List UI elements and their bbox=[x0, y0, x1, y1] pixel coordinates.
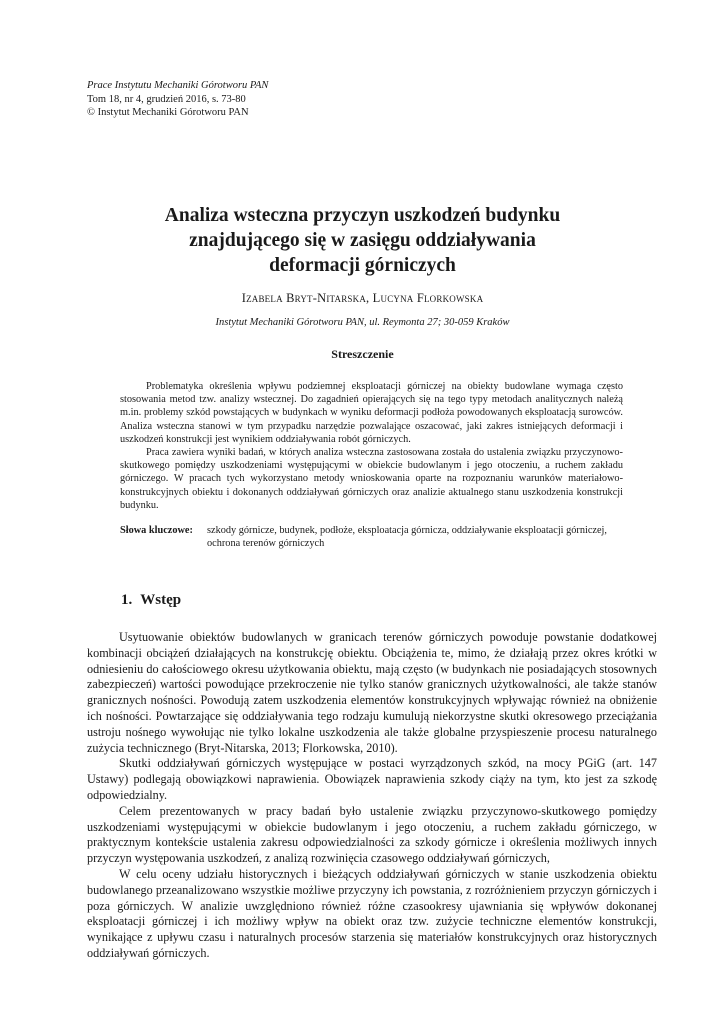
journal-copyright: © Instytut Mechaniki Górotworu PAN bbox=[87, 107, 249, 118]
body-paragraph: Celem prezentowanych w pracy badań było ustalenie związku przyczynowo-skutkowego pomiędzy uszkodzeniami występującymi w obiekcie budowlanym i jego otoczeniu, a ruchem zakładu górniczego, w praktycznym kontekście ustalenia zakresu odpowiedzialności za szkody górnicze i określenia możliwych innych przyczyn występowania uszkodzeń, z analizą rozwinięcia czasowego oddziaływań górniczych, bbox=[87, 803, 657, 866]
section-number: 1. bbox=[121, 592, 133, 608]
abstract bbox=[120, 380, 623, 512]
title-line: deformacji górniczych bbox=[269, 255, 456, 276]
title-line: Analiza wsteczna przyczyn uszkodzeń budynku bbox=[164, 205, 561, 226]
section-heading bbox=[121, 592, 181, 609]
keywords-text: szkody górnicze, budynek, podłoże, eksploatacja górnicza, oddziaływanie eksploatacji górniczej, ochrona terenów górniczych bbox=[207, 525, 607, 550]
body-paragraph: W celu oceny udziału historycznych i bieżących oddziaływań górniczych w stanie uszkodzenia obiektu budowlanego przeanalizowano wszystkie możliwe przyczyny ich powstania, z rozróżnieniem przyczyn górniczych i poza górniczych. W analizie uwzględniono również różne czasookresy ujawniania się wpływów dokonanej eksploatacji górniczej i ich możliwy wpływ na obiekt oraz tzw. zużycie techniczne elementów konstrukcji, wynikające z upływu czasu i naturalnych procesów starzenia się materiałów konstrukcyjnych oraz historycznych oddziaływań górniczych. bbox=[87, 866, 657, 960]
abstract-paragraph: Problematyka określenia wpływu podziemnej eksploatacji górniczej na obiekty budowlane wymaga często stosowania metod tzw. analizy wstecznej. Do zagadnień opierających się na tego typy metodach analitycznych należą m.in. problemy szkód powstających w budynkach w wyniku deformacji podłoża powodowanych eksploatacją surowców. Analiza wsteczna stanowi w tym przypadku narzędzie pozwalające oszacować, jaki zakres istniejących deformacji i uszkodzeń konstrukcji jest wynikiem oddziaływania robót górniczych. bbox=[120, 381, 623, 445]
abstract-heading: Streszczenie bbox=[331, 347, 394, 361]
keywords-label: Słowa kluczowe: bbox=[120, 525, 193, 536]
section-body bbox=[87, 630, 657, 962]
title-line: znajdującego się w zasięgu oddziaływania bbox=[189, 230, 536, 251]
journal-title: Prace Instytutu Mechaniki Górotworu PAN bbox=[87, 80, 269, 91]
article-title bbox=[80, 203, 645, 278]
body-paragraph: Usytuowanie obiektów budowlanych w granicach terenów górniczych powoduje powstanie dodatkowej kombinacji obciążeń działających na konstrukcję obiektu. Obciążenia te, mimo, że działają przez okres krótki w odniesieniu do całościowego okresu użytkowania obiektu, mają często (w budynkach nie posiadających stosownych zabezpieczeń) wartości powodujące przekroczenie nie tylko stanów granicznych użytkowalności, ale także stanów granicznych nośności. Powodują zatem uszkodzenia elementów konstrukcyjnych wpływając również na obniżenie ich nośności. Powtarzające się oddziaływania tego rodzaju kumulują niekorzystne skutki okresowego przeciążania ustroju nośnego wywołując nie tylko lokalne uszkodzenia ale także globalne przyspieszenie procesu naturalnego zużycia technicznego (Bryt-Nitarska, 2013; Florkowska, 2010). bbox=[87, 630, 657, 755]
keywords bbox=[120, 524, 623, 550]
body-paragraph: Skutki oddziaływań górniczych występujące w postaci wyrządzonych szkód, na mocy PGiG (art. 147 Ustawy) podlegają obowiązkowi naprawienia. Obowiązek naprawienia szkody ciąży na tym, kto jest za szkodę odpowiedzialny. bbox=[87, 756, 657, 802]
section-title: Wstęp bbox=[140, 592, 182, 608]
abstract-paragraph: Praca zawiera wyniki badań, w których analiza wsteczna zastosowana została do ustalenia związku przyczynowo-skutkowego pomiędzy uszkodzeniami występującymi w obiekcie budowlanym i jego otoczeniu, a ruchem zakładu górniczego. W pracach tych wykorzystano metody wnioskowania oparte na rozpoznaniu warunków materiałowo-konstrukcyjnych obiektu i dokonanych oddziaływań górniczych oraz analizie aktualnego stanu uszkodzenia konstrukcji budynku. bbox=[120, 447, 623, 511]
journal-info bbox=[87, 79, 268, 120]
affiliation: Instytut Mechaniki Górotworu PAN, ul. Reymonta 27; 30-059 Kraków bbox=[215, 317, 510, 328]
journal-volume: Tom 18, nr 4, grudzień 2016, s. 73-80 bbox=[87, 93, 246, 105]
authors: Izabela Bryt-Nitarska, Lucyna Florkowska bbox=[241, 291, 484, 305]
